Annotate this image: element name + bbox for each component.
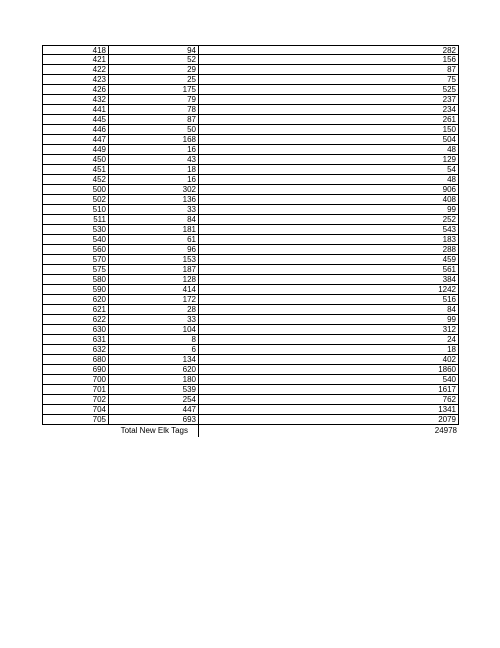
table-row — [42, 45, 459, 55]
unit-cell: 570 — [42, 255, 108, 265]
tags-cell: 234 — [198, 105, 459, 115]
table-row — [42, 385, 459, 395]
tags-cell: 150 — [198, 125, 459, 135]
count-cell: 28 — [108, 305, 198, 315]
tags-cell: 906 — [198, 185, 459, 195]
table-row — [42, 205, 459, 215]
tags-cell: 561 — [198, 265, 459, 275]
unit-cell: 680 — [42, 355, 108, 365]
table-row — [42, 105, 459, 115]
count-cell: 43 — [108, 155, 198, 165]
tags-cell: 48 — [198, 175, 459, 185]
count-cell: 128 — [108, 275, 198, 285]
table-row — [42, 315, 459, 325]
count-cell: 16 — [108, 145, 198, 155]
unit-cell: 432 — [42, 95, 108, 105]
unit-cell: 530 — [42, 225, 108, 235]
tags-cell: 282 — [198, 45, 459, 55]
unit-cell: 510 — [42, 205, 108, 215]
unit-cell: 702 — [42, 395, 108, 405]
tags-cell: 99 — [198, 315, 459, 325]
unit-cell: 451 — [42, 165, 108, 175]
count-cell: 136 — [108, 195, 198, 205]
count-cell: 96 — [108, 245, 198, 255]
unit-cell: 622 — [42, 315, 108, 325]
count-cell: 78 — [108, 105, 198, 115]
count-cell: 50 — [108, 125, 198, 135]
unit-cell: 449 — [42, 145, 108, 155]
unit-cell: 441 — [42, 105, 108, 115]
unit-cell: 621 — [42, 305, 108, 315]
count-cell: 16 — [108, 175, 198, 185]
count-cell: 414 — [108, 285, 198, 295]
tags-cell: 24 — [198, 335, 459, 345]
table-row — [42, 275, 459, 285]
unit-cell: 452 — [42, 175, 108, 185]
tags-cell: 2079 — [198, 415, 459, 425]
unit-cell: 418 — [42, 45, 108, 55]
tags-cell: 252 — [198, 215, 459, 225]
unit-cell: 630 — [42, 325, 108, 335]
unit-cell: 422 — [42, 65, 108, 75]
count-cell: 447 — [108, 405, 198, 415]
table-row — [42, 215, 459, 225]
count-cell: 79 — [108, 95, 198, 105]
count-cell: 6 — [108, 345, 198, 355]
table-row — [42, 135, 459, 145]
unit-cell: 500 — [42, 185, 108, 195]
unit-cell: 423 — [42, 75, 108, 85]
tags-cell: 384 — [198, 275, 459, 285]
table-row — [42, 245, 459, 255]
tags-cell: 48 — [198, 145, 459, 155]
count-cell: 302 — [108, 185, 198, 195]
tags-cell: 504 — [198, 135, 459, 145]
unit-cell: 426 — [42, 85, 108, 95]
count-cell: 29 — [108, 65, 198, 75]
tags-cell: 75 — [198, 75, 459, 85]
tags-cell: 459 — [198, 255, 459, 265]
table-row — [42, 255, 459, 265]
table-row — [42, 405, 459, 415]
tags-cell: 312 — [198, 325, 459, 335]
table-row — [42, 185, 459, 195]
unit-cell: 700 — [42, 375, 108, 385]
total-row — [42, 425, 459, 437]
tags-cell: 540 — [198, 375, 459, 385]
unit-cell: 450 — [42, 155, 108, 165]
tags-cell: 54 — [198, 165, 459, 175]
unit-cell: 421 — [42, 55, 108, 65]
unit-cell: 690 — [42, 365, 108, 375]
unit-cell: 620 — [42, 295, 108, 305]
unit-cell: 447 — [42, 135, 108, 145]
unit-cell: 575 — [42, 265, 108, 275]
total-label: Total New Elk Tags — [120, 426, 188, 435]
table-row — [42, 125, 459, 135]
tags-cell: 84 — [198, 305, 459, 315]
count-cell: 172 — [108, 295, 198, 305]
unit-cell: 540 — [42, 235, 108, 245]
count-cell: 693 — [108, 415, 198, 425]
count-cell: 33 — [108, 315, 198, 325]
table-row — [42, 265, 459, 275]
table-row — [42, 365, 459, 375]
unit-cell: 511 — [42, 215, 108, 225]
tags-cell: 525 — [198, 85, 459, 95]
unit-cell: 560 — [42, 245, 108, 255]
tags-cell: 408 — [198, 195, 459, 205]
table-row — [42, 225, 459, 235]
count-cell: 18 — [108, 165, 198, 175]
table-row — [42, 85, 459, 95]
table-row — [42, 65, 459, 75]
total-value: 24978 — [198, 425, 459, 437]
tags-cell: 516 — [198, 295, 459, 305]
tags-cell: 261 — [198, 115, 459, 125]
table-row — [42, 415, 459, 425]
tags-cell: 87 — [198, 65, 459, 75]
table-row — [42, 235, 459, 245]
table-row — [42, 325, 459, 335]
tags-cell: 402 — [198, 355, 459, 365]
tags-cell: 237 — [198, 95, 459, 105]
table-row — [42, 145, 459, 155]
count-cell: 168 — [108, 135, 198, 145]
table-row — [42, 395, 459, 405]
tags-cell: 156 — [198, 55, 459, 65]
count-cell: 539 — [108, 385, 198, 395]
unit-cell: 701 — [42, 385, 108, 395]
count-cell: 33 — [108, 205, 198, 215]
count-cell: 254 — [108, 395, 198, 405]
unit-cell: 446 — [42, 125, 108, 135]
unit-cell: 705 — [42, 415, 108, 425]
unit-cell: 631 — [42, 335, 108, 345]
tag-table — [42, 45, 459, 437]
tags-cell: 1860 — [198, 365, 459, 375]
unit-cell: 502 — [42, 195, 108, 205]
table-row — [42, 305, 459, 315]
count-cell: 52 — [108, 55, 198, 65]
count-cell: 25 — [108, 75, 198, 85]
tags-cell: 288 — [198, 245, 459, 255]
table-row — [42, 175, 459, 185]
count-cell: 8 — [108, 335, 198, 345]
tags-cell: 1341 — [198, 405, 459, 415]
count-cell: 104 — [108, 325, 198, 335]
table-row — [42, 75, 459, 85]
table-row — [42, 115, 459, 125]
unit-cell: 580 — [42, 275, 108, 285]
tags-cell: 18 — [198, 345, 459, 355]
count-cell: 61 — [108, 235, 198, 245]
table-row — [42, 345, 459, 355]
table-row — [42, 155, 459, 165]
count-cell: 620 — [108, 365, 198, 375]
unit-cell: 704 — [42, 405, 108, 415]
tags-cell: 1617 — [198, 385, 459, 395]
table-row — [42, 355, 459, 365]
tags-cell: 129 — [198, 155, 459, 165]
count-cell: 84 — [108, 215, 198, 225]
count-cell: 94 — [108, 45, 198, 55]
count-cell: 153 — [108, 255, 198, 265]
table-row — [42, 335, 459, 345]
count-cell: 181 — [108, 225, 198, 235]
tags-cell: 99 — [198, 205, 459, 215]
count-cell: 187 — [108, 265, 198, 275]
count-cell: 175 — [108, 85, 198, 95]
table-row — [42, 55, 459, 65]
tags-cell: 183 — [198, 235, 459, 245]
count-cell: 87 — [108, 115, 198, 125]
count-cell: 134 — [108, 355, 198, 365]
table-row — [42, 195, 459, 205]
table-body — [42, 45, 459, 425]
table-row — [42, 295, 459, 305]
table-row — [42, 375, 459, 385]
unit-cell: 632 — [42, 345, 108, 355]
table-row — [42, 165, 459, 175]
tags-cell: 762 — [198, 395, 459, 405]
table-row — [42, 285, 459, 295]
table-row — [42, 95, 459, 105]
count-cell: 180 — [108, 375, 198, 385]
tags-cell: 543 — [198, 225, 459, 235]
unit-cell: 590 — [42, 285, 108, 295]
tags-cell: 1242 — [198, 285, 459, 295]
unit-cell: 445 — [42, 115, 108, 125]
